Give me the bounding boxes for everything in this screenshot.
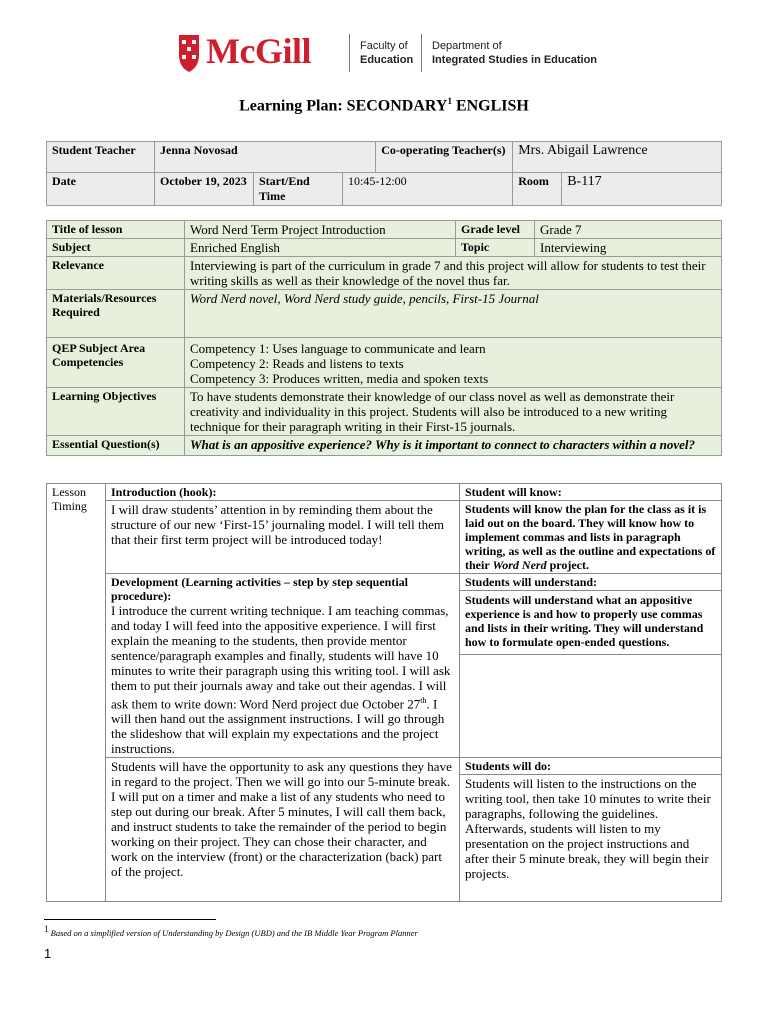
room-value: B-117 xyxy=(562,173,722,206)
lesson-details-table xyxy=(46,220,722,456)
info-table xyxy=(46,141,722,206)
department-name: Department of Integrated Studies in Education xyxy=(432,40,598,66)
objectives-label: Learning Objectives xyxy=(47,388,185,436)
time-value: 10:45-12:00 xyxy=(343,173,513,206)
students-will-understand-label: Students will understand: xyxy=(460,574,721,591)
subject-value: Enriched English xyxy=(185,239,456,257)
lesson-timing-table xyxy=(46,483,722,902)
materials-value: Word Nerd novel, Word Nerd study guide, pencils, First-15 Journal xyxy=(185,290,722,338)
page-number: 1 xyxy=(44,946,52,961)
essential-question-label: Essential Question(s) xyxy=(47,436,185,456)
development-cell xyxy=(106,574,460,758)
students-will-do-cell xyxy=(460,758,722,902)
faculty-name: Faculty of Education xyxy=(360,40,414,66)
competencies-list xyxy=(185,338,722,388)
relevance-value: Interviewing is part of the curriculum in grade 7 and this project will allow for students to test their writing skills as well as their knowledge of the novel thus far. xyxy=(185,257,722,290)
subject-label: Subject xyxy=(47,239,185,257)
footnote: $^1$ Based on a simplified version of Understanding by Design (UBD) and the IB Middle Year Program Planner xyxy=(44,924,418,938)
students-will-do-text: Students will listen to the instructions on the writing tool, then take 10 minutes to write their paragraphs, following the guidelines. Afterwards, students will listen to my presentation on the project instructions and after their 5 minute break, they will begin their projects. xyxy=(465,776,711,882)
mcgill-crest-icon xyxy=(178,33,200,73)
footnote-divider xyxy=(44,919,216,920)
grade-level-value: Grade 7 xyxy=(535,221,722,239)
lesson-timing-label: Lesson Timing xyxy=(47,484,106,902)
qep-label: QEP Subject Area Competencies xyxy=(47,338,185,388)
competency-item: Competency 2: Reads and listens to texts xyxy=(190,356,404,371)
title-of-lesson-label: Title of lesson xyxy=(47,221,185,239)
competency-item: Competency 1: Uses language to communicate and learn xyxy=(190,341,486,356)
development-text: I introduce the current writing technique. I am teaching commas, and today I will feed into the appositive experience. I will first explain the meaning to the students, then provide mentor sentence/paragraph examples and finally, students will have 10 minutes to write their paragraph using this writing tool. I will ask them to put their journals away and take out their agendas. I will ask them to write down: Word Nerd project due October 27th. I will then hand out the assignment instructions. I will go through the slideshow that will explain my expectations and the project instructions. xyxy=(111,603,451,757)
coop-teacher-value: Mrs. Abigail Lawrence xyxy=(513,142,722,173)
relevance-label: Relevance xyxy=(47,257,185,290)
students-will-do-label: Students will do: xyxy=(460,758,721,775)
introduction-label: Introduction (hook): xyxy=(106,484,460,501)
topic-label: Topic xyxy=(456,239,535,257)
essential-question-value: What is an appositive experience? Why is it important to connect to characters within a novel? xyxy=(185,436,722,456)
page-title: Learning Plan: SECONDARY$^1$ ENGLISH xyxy=(239,96,529,115)
students-will-understand-text: Students will understand what an appositive experience is and how to properly use commas and lists in their writing. They will understand how to formulate open-ended questions. xyxy=(460,591,721,655)
students-will-understand-cell xyxy=(460,574,722,758)
development-label: Development (Learning activities – step by step sequential procedure): xyxy=(111,575,408,603)
date-label: Date xyxy=(47,173,155,206)
student-teacher-value: Jenna Novosad xyxy=(155,142,376,173)
student-will-know-label: Student will know: xyxy=(460,484,722,501)
competency-item: Competency 3: Produces written, media and spoken texts xyxy=(190,371,489,386)
room-label: Room xyxy=(513,173,562,206)
student-will-know-text: Students will know the plan for the class as it is laid out on the board. They will know how to implement commas and lists in paragraph writing, as well as the outline and expectations of their Word Nerd project. xyxy=(460,501,722,574)
time-label: Start/End Time xyxy=(254,173,343,206)
grade-level-label: Grade level xyxy=(456,221,535,239)
materials-label: Materials/Resources Required xyxy=(47,290,185,338)
title-of-lesson-value: Word Nerd Term Project Introduction xyxy=(185,221,456,239)
objectives-value: To have students demonstrate their knowledge of our class novel as well as demonstrate their creativity and individuality in this project. Students will also be introduced to a new writing technique for their paragraph writing in their First-15 journals. xyxy=(185,388,722,436)
student-teacher-label: Student Teacher xyxy=(47,142,155,173)
logo-divider xyxy=(349,34,350,72)
continuation-text: Students will have the opportunity to ask any questions they have in regard to the project. Then we will go into our 5-minute break. I will put on a timer and make a list of any students who need to step out during our break. After 5 minutes, I will call them back, and instruct students to take the remainder of the period to begin working on their project. They can chose their character, and work on the interview (front) or the characterization (back) part of the project. xyxy=(106,758,460,902)
mcgill-logo: McGill xyxy=(206,31,311,71)
introduction-text: I will draw students’ attention in by reminding them about the structure of our new ‘First-15’ journaling model. I will tell them that their first term project will be introduced today! xyxy=(106,501,460,574)
date-value: October 19, 2023 xyxy=(155,173,254,206)
coop-teacher-label: Co-operating Teacher(s) xyxy=(376,142,513,173)
logo-divider xyxy=(421,34,422,72)
topic-value: Interviewing xyxy=(535,239,722,257)
